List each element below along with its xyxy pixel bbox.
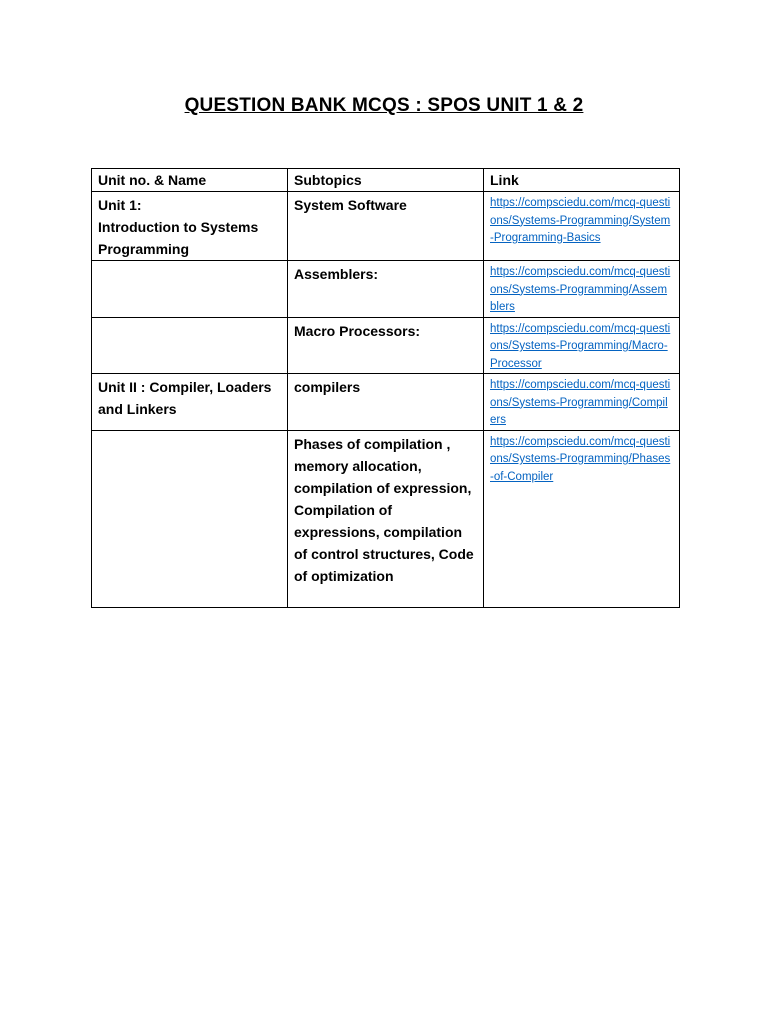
unit-cell [92, 430, 288, 607]
subtopic-cell: Macro Processors: [288, 317, 484, 374]
table-row [92, 192, 680, 261]
header-link: Link [484, 169, 680, 192]
subtopic-cell: System Software [288, 192, 484, 261]
mcq-link[interactable]: https://compsciedu.com/mcq-questions/Systems-Programming/Phases-of-Compiler [490, 435, 671, 483]
link-cell [484, 374, 680, 431]
table-header-row [92, 169, 680, 192]
table-row [92, 430, 680, 607]
link-cell [484, 430, 680, 607]
mcq-link[interactable]: https://compsciedu.com/mcq-questions/Systems-Programming/System-Programming-Basics [490, 197, 671, 244]
unit-cell: Unit II : Compiler, Loaders and Linkers [92, 374, 288, 431]
table-row [92, 317, 680, 374]
link-cell [484, 192, 680, 261]
header-subtopics: Subtopics [288, 169, 484, 192]
unit-cell [92, 317, 288, 374]
unit-cell: Unit 1: Introduction to Systems Programming [92, 192, 288, 261]
question-bank-table [91, 168, 680, 608]
link-cell [484, 317, 680, 374]
page-title: QUESTION BANK MCQS : SPOS UNIT 1 & 2 [184, 95, 584, 116]
subtopic-cell: compilers [288, 374, 484, 431]
header-unit: Unit no. & Name [92, 169, 288, 192]
subtopic-cell: Phases of compilation , memory allocation, compilation of expression, Compilation of expressions, compilation of control structures, Code of optimization [288, 430, 484, 607]
mcq-link[interactable]: https://compsciedu.com/mcq-questions/Systems-Programming/Assemblers [490, 266, 671, 313]
table-row [92, 374, 680, 431]
link-cell [484, 261, 680, 318]
table-row [92, 261, 680, 318]
mcq-link[interactable]: https://compsciedu.com/mcq-questions/Systems-Programming/Macro-Processor [490, 322, 671, 370]
mcq-link[interactable]: https://compsciedu.com/mcq-questions/Systems-Programming/Compilers [490, 379, 671, 426]
subtopic-cell: Assemblers: [288, 261, 484, 318]
unit-cell [92, 261, 288, 318]
